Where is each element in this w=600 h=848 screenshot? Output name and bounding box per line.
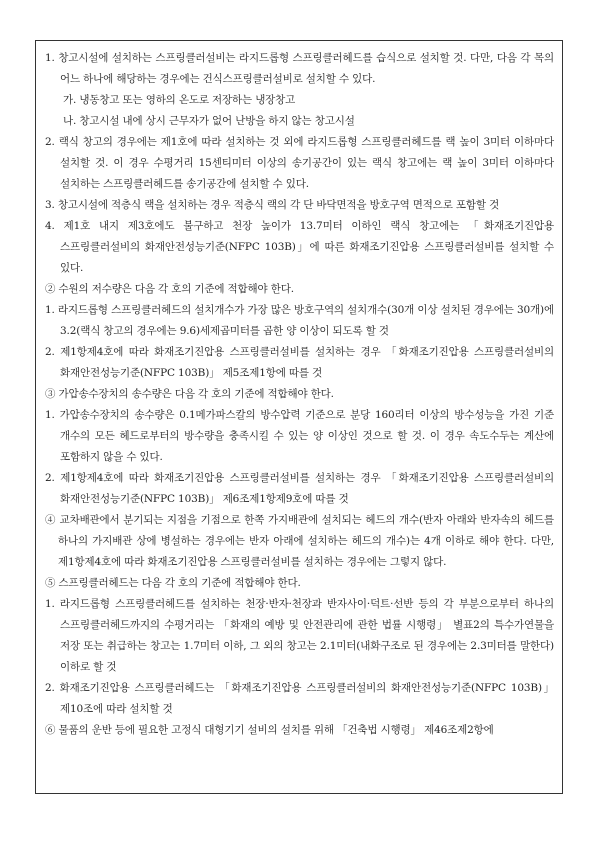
subitem-na-unheated-warehouse: 나. 창고시설 내에 상시 근무자가 없어 난방을 하지 않는 창고시설 bbox=[63, 115, 355, 127]
clause-2-water-storage: ② 수원의 저수량은 다음 각 호의 기준에 적합해야 한다. bbox=[45, 283, 294, 295]
item-1-wet-sprinkler: 1. 창고시설에 설치하는 스프링클러설비는 라지드롭형 스프링클러헤드를 습식으로 설치할 것. 다만, 다음 각 목의 어느 하나에 해당하는 경우에는 건식스프링클러설비로 설치할 수 있다. bbox=[45, 52, 554, 85]
clause-2-item-1: 1. 라지드롭형 스프링클러헤드의 설치개수가 가장 많은 방호구역의 설치개수(30개 이상 설치된 경우에는 30개)에 3.2(랙식 창고의 경우에는 9.6)세제곱미터를 곱한 양 이상이 되도록 할 것 bbox=[45, 304, 554, 337]
clause-3-pump-flow: ③ 가압송수장치의 송수량은 다음 각 호의 기준에 적합해야 한다. bbox=[45, 388, 334, 400]
item-2-rack-warehouse: 2. 랙식 창고의 경우에는 제1호에 따라 설치하는 것 외에 라지드롭형 스프링클러헤드를 랙 높이 3미터 이하마다 설치할 것. 이 경우 수평거리 15센티미터 이상의 송기공간이 있는 랙식 창고에는 랙 높이 3미터 이하마다 설치하는 스프링클러헤드를 송기공간에 설치할 수 있다. bbox=[45, 136, 554, 190]
clause-3-item-1: 1. 가압송수장치의 송수량은 0.1메가파스칼의 방수압력 기준으로 분당 160리터 이상의 방수성능을 가진 기준 개수의 모든 헤드로부터의 방수량을 충족시킬 수 있는 양 이상인 것으로 할 것. 이 경우 속도수두는 계산에 포함하지 않을 수 있다. bbox=[45, 409, 554, 463]
clause-3-item-2: 2. 제1항제4호에 따라 화재조기진압용 스프링클러설비를 설치하는 경우 「화재조기진압용 스프링클러설비의 화재안전성능기준(NFPC 103B)」 제6조제1항제9호에 따를 것 bbox=[45, 472, 554, 505]
clause-6-fixed-equipment: ⑥ 물품의 운반 등에 필요한 고정식 대형기기 설비의 설치를 위해 「건축법 시행령」 제46조제2항에 bbox=[45, 724, 494, 736]
item-3-stacked-rack: 3. 창고시설에 적층식 랙을 설치하는 경우 적층식 랙의 각 단 바닥면적을 방호구역 면적으로 포함할 것 bbox=[45, 199, 500, 211]
clause-5-item-2: 2. 화재조기진압용 스프링클러헤드는 「화재조기진압용 스프링클러설비의 화재안전성능기준(NFPC 103B)」 제10조에 따라 설치할 것 bbox=[45, 682, 554, 715]
clause-5-item-1: 1. 라지드롭형 스프링클러헤드를 설치하는 천장·반자·천장과 반자사이·덕트·선반 등의 각 부분으로부터 하나의 스프링클러헤드까지의 수평거리는 「화재의 예방 및 안전관리에 관한 법률 시행령」 별표2의 특수가연물을 저장 또는 취급하는 창고는 1.7미터 이하, 그 외의 창고는 2.1미터(내화구조로 된 경우에는 2.3미터를 말한다) 이하로 할 것 bbox=[45, 598, 554, 673]
item-4-esfr-exception: 4. 제1호 내지 제3호에도 불구하고 천장 높이가 13.7미터 이하인 랙식 창고에는 「화재조기진압용 스프링클러설비의 화재안전성능기준(NFPC 103B)」에 따른 화재조기진압용 스프링클러설비를 설치할 수 있다. bbox=[45, 220, 554, 274]
clause-4-branch-heads: ④ 교차배관에서 분기되는 지점을 기점으로 한쪽 가지배관에 설치되는 헤드의 개수(반자 아래와 반자속의 헤드를 하나의 가지배관 상에 병설하는 경우에는 반자 아래에 설치하는 헤드의 개수)는 4개 이하로 해야 한다. 다만, 제1항제4호에 따라 화재조기진압용 스프링클러설비를 설치하는 경우에는 그렇지 않다. bbox=[45, 514, 554, 568]
subitem-ga-cold-storage: 가. 냉동창고 또는 영하의 온도로 저장하는 냉장창고 bbox=[63, 94, 296, 106]
document-frame bbox=[35, 40, 563, 794]
clause-5-sprinkler-heads: ⑤ 스프링클러헤드는 다음 각 호의 기준에 적합해야 한다. bbox=[45, 577, 301, 589]
clause-2-item-2: 2. 제1항제4호에 따라 화재조기진압용 스프링클러설비를 설치하는 경우 「화재조기진압용 스프링클러설비의 화재안전성능기준(NFPC 103B)」 제5조제1항에 따를 것 bbox=[45, 346, 554, 379]
